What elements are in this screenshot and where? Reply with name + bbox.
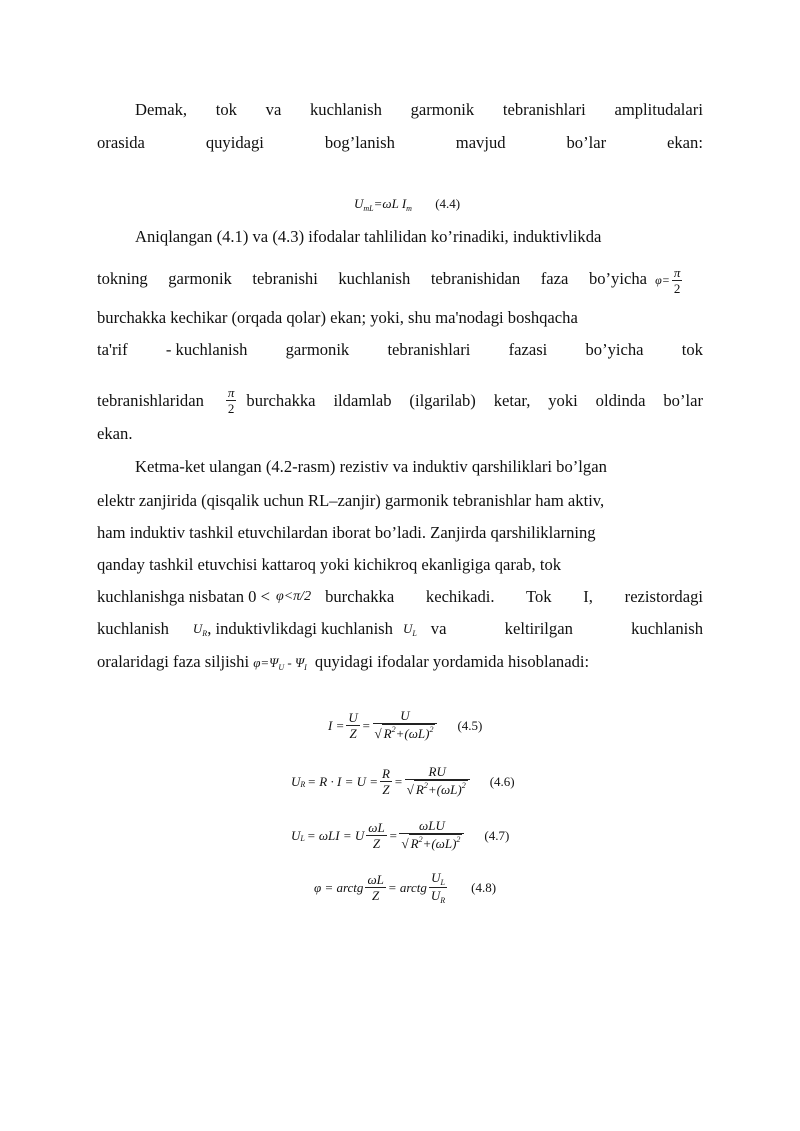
equation-4-8 <box>314 870 496 905</box>
frac-den <box>429 888 447 905</box>
eq-sign: = <box>393 773 403 789</box>
eq-lhs: φ = arctg <box>314 879 364 895</box>
frac-den: 2 <box>673 281 681 296</box>
equation-4-7 <box>291 818 509 853</box>
fraction <box>399 818 464 853</box>
symbol: U <box>402 621 413 636</box>
symbol: φ=Ψ <box>253 655 279 670</box>
superscript: 2 <box>461 781 466 790</box>
p2-line5a: tebranishlaridan <box>97 390 204 410</box>
radicand <box>414 780 468 799</box>
frac-num <box>429 870 447 888</box>
word: ta'rif <box>97 340 128 359</box>
symbol: +(ωL) <box>422 836 457 851</box>
sqrt-symbol: √ <box>374 726 382 741</box>
frac-num: ωL <box>368 820 385 835</box>
p3-line1: Ketma-ket ulangan (4.2-rasm) rezistiv va induktiv qarshiliklari bo’lgan <box>135 457 607 476</box>
subscript: R <box>300 780 306 789</box>
phi-range: φ<π/2 <box>275 589 312 604</box>
symbol: - Ψ <box>284 655 305 670</box>
p3-line6a: kuchlanish <box>97 619 169 638</box>
symbol: U <box>192 621 203 636</box>
subscript: I <box>304 663 307 672</box>
p3-line7 <box>97 652 703 675</box>
p3-line7a: oralaridagi faza siljishi <box>97 652 250 671</box>
subscript: L <box>440 878 445 887</box>
word: kuchlanish <box>309 100 382 119</box>
p3-line6c: va keltirilgan kuchlanish <box>430 619 703 638</box>
frac-den: Z <box>349 726 357 741</box>
sqrt-symbol: √ <box>401 836 409 851</box>
superscript: 2 <box>423 781 428 790</box>
word: garmonik <box>285 340 350 359</box>
eq-subscript: m <box>406 204 412 213</box>
eq-lhs: U <box>291 827 301 843</box>
radicand <box>382 724 436 743</box>
eq-sign: = <box>361 717 371 733</box>
p3-line2: elektr zanjirida (qisqalik uchun RL–zanjir) garmonik tebranishlar ham aktiv, <box>97 491 605 510</box>
frac-den: Z <box>372 888 380 903</box>
frac-den: 2 <box>227 401 235 416</box>
word: tok <box>215 100 237 119</box>
word: mavjud <box>455 133 506 152</box>
p1-line2 <box>97 133 703 153</box>
frac-den: Z <box>382 782 390 797</box>
eq-lhs: U <box>291 773 301 789</box>
frac-num: ωL <box>367 872 384 887</box>
p3-line5 <box>97 587 703 607</box>
symbol: R <box>410 836 419 851</box>
word: bog’lanish <box>324 133 395 152</box>
word: tok <box>681 340 703 359</box>
symbol: R <box>415 782 424 797</box>
word: fazasi <box>508 340 548 359</box>
p2-line3: burchakka kechikar (orqada qolar) ekan; yoki, shu ma'nodagi boshqacha <box>97 308 578 327</box>
frac-den <box>399 834 464 853</box>
phase-shift-formula <box>253 655 307 670</box>
u-l-symbol <box>403 619 417 641</box>
superscript: 2 <box>456 835 461 844</box>
p2-line2 <box>97 265 703 296</box>
p1-line1 <box>97 100 703 120</box>
frac-num: π <box>227 385 235 400</box>
p2-line1: Aniqlangan (4.1) va (4.3) ifodalar tahlilidan ko’rinadiki, induktivlikda <box>135 227 602 246</box>
word: ekan: <box>667 133 703 152</box>
frac-num: U <box>373 708 438 724</box>
equation-number: (4.8) <box>471 879 497 895</box>
p3-line7b: quyidagi ifodalar yordamida hisoblanadi: <box>314 652 590 671</box>
frac-num: ωLU <box>399 818 464 834</box>
p2-line2-text: tokning garmonik tebranishi kuchlanish tebranishidan faza bo’yicha <box>97 269 647 289</box>
u-r-symbol <box>193 619 207 641</box>
eq-symbol: =ωL I <box>373 196 407 211</box>
frac-den <box>405 780 470 799</box>
fraction <box>366 820 386 851</box>
p3-line4: qanday tashkil etuvchisi kattaroq yoki kichikroq ekanligiga qarab, tok <box>97 555 562 574</box>
word: tebranishlari <box>387 340 471 359</box>
symbol: +(ωL) <box>427 782 462 797</box>
p2-line4 <box>97 340 703 360</box>
equation-4-6 <box>291 764 515 799</box>
subscript: L <box>412 629 417 638</box>
word: bo’lar <box>566 133 607 152</box>
p2-line6: ekan. <box>97 424 133 443</box>
subscript: R <box>440 896 446 905</box>
eq-mid: = R · I = U = <box>307 773 379 789</box>
word: tebranishlari <box>502 100 586 119</box>
p3-line6b: , induktivlikdagi kuchlanish <box>207 619 393 638</box>
word: va <box>265 100 282 119</box>
symbol: +(ωL) <box>395 726 430 741</box>
fraction <box>405 764 470 799</box>
eq-lhs: I = <box>328 717 345 733</box>
eq-subscript: mL <box>363 204 374 213</box>
superscript: 2 <box>391 725 396 734</box>
frac-num: π <box>673 265 681 280</box>
superscript: 2 <box>429 725 434 734</box>
frac-num: R <box>382 766 390 781</box>
equation-number: (4.6) <box>489 773 515 789</box>
equation-number: (4.7) <box>484 827 510 843</box>
word: amplitudalari <box>614 100 703 119</box>
superscript: 2 <box>418 835 423 844</box>
frac-num: RU <box>405 764 470 780</box>
eq-mid: = ωLI = U <box>306 827 365 843</box>
pi-over-two <box>226 385 237 416</box>
frac-den <box>373 724 438 743</box>
phi-eq: φ= <box>655 273 670 288</box>
word: orasida <box>97 133 145 152</box>
radicand <box>409 834 463 853</box>
subscript: R <box>202 629 208 638</box>
word: garmonik <box>410 100 475 119</box>
fraction <box>429 870 447 905</box>
symbol: U <box>430 888 441 903</box>
word: quyidagi <box>205 133 264 152</box>
symbol: U <box>431 870 441 885</box>
p3-line5b: burchakka kechikadi. Tok I, rezistordagi <box>325 587 703 606</box>
word: bo’yicha <box>585 340 644 359</box>
frac-den: Z <box>372 836 381 851</box>
equation-number: (4.5) <box>457 717 483 733</box>
equation-4-4 <box>354 196 460 212</box>
word: Demak, <box>135 100 188 119</box>
pi-over-two <box>672 265 683 296</box>
p3-line6 <box>97 619 703 641</box>
p2-line5 <box>97 385 703 416</box>
eq-symbol: U <box>354 196 364 211</box>
equation-4-5 <box>328 708 482 743</box>
p3-line5a: kuchlanishga nisbatan 0 < <box>97 587 270 606</box>
word: - kuchlanish <box>165 340 248 359</box>
sqrt-symbol: √ <box>406 782 414 797</box>
fraction <box>380 766 392 797</box>
subscript: L <box>300 834 305 843</box>
p3-line3: ham induktiv tashkil etuvchilardan iborat bo’ladi. Zanjirda qarshiliklarning <box>97 523 596 542</box>
fraction <box>373 708 438 743</box>
eq-mid: = arctg <box>387 879 427 895</box>
frac-num: U <box>348 710 358 725</box>
equation-number: (4.4) <box>435 196 461 211</box>
eq-sign: = <box>388 827 398 843</box>
fraction <box>346 710 359 741</box>
subscript: U <box>278 663 285 672</box>
fraction <box>365 872 385 903</box>
p2-line5b: burchakka ildamlab (ilgarilab) ketar, yoki oldinda bo’lar <box>246 390 703 410</box>
symbol: R <box>383 726 392 741</box>
